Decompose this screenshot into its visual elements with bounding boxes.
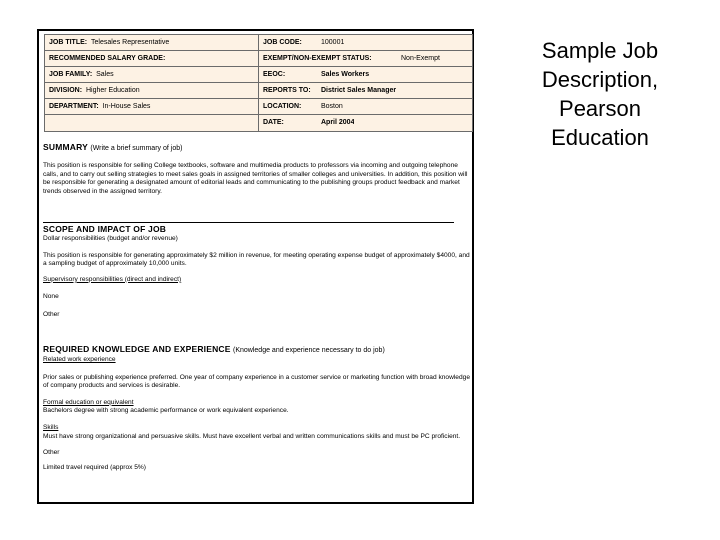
summary-section	[43, 142, 471, 196]
header-value: Sales	[96, 71, 114, 78]
dollar-heading: Dollar responsibilities (budget and/or revenue)	[43, 235, 178, 242]
header-cell-left	[49, 51, 255, 66]
dollar-text: This position is responsible for generating approximately $2 million in revenue, for meeting operating expense budget of approximately $4000, and a sampling budget of approximately 10,000 units.	[43, 251, 470, 268]
summary-heading	[43, 142, 471, 154]
caption-line: Sample Job	[541, 38, 659, 63]
header-cell-left	[49, 35, 255, 50]
caption-line: Pearson	[559, 96, 641, 121]
header-label: JOB FAMILY:	[49, 71, 93, 78]
header-row	[45, 51, 472, 67]
supervisory-heading: Supervisory responsibilities (direct and indirect)	[43, 275, 182, 283]
header-label: JOB TITLE:	[49, 39, 88, 46]
knowledge-other-text: Limited travel required (approx 5%)	[43, 463, 146, 471]
header-row	[45, 83, 472, 99]
knowledge-hint: (Knowledge and experience necessary to do job)	[233, 347, 385, 354]
header-value: Higher Education	[85, 87, 140, 94]
scope-title: SCOPE AND IMPACT OF JOB	[43, 224, 167, 234]
header-label: EXEMPT/NON-EXEMPT STATUS:	[263, 55, 372, 62]
work-heading: Related work experience	[43, 356, 116, 363]
job-description-document	[37, 29, 474, 504]
slide-caption	[500, 36, 700, 152]
education-text: Bachelors degree with strong academic performance or work equivalent experience.	[43, 407, 289, 415]
work-text: Prior sales or publishing experience preferred. One year of company experience in a customer service or marketing function with broad knowledge of company products and services is desirable.	[43, 373, 470, 390]
header-label: DIVISION:	[49, 87, 83, 94]
header-cell-right	[263, 35, 302, 50]
header-cell-right-value	[321, 35, 344, 50]
summary-hint: (Write a brief summary of job)	[90, 145, 183, 152]
header-value: April 2004	[321, 119, 355, 126]
scope-section	[43, 224, 471, 320]
knowledge-other-label: Other	[43, 449, 60, 457]
skills-heading: Skills	[43, 423, 59, 431]
header-value: Telesales Representative	[91, 39, 170, 46]
header-cell-left	[49, 83, 255, 98]
section-divider	[43, 222, 454, 223]
knowledge-section	[43, 344, 471, 472]
header-value: Sales Workers	[321, 71, 370, 78]
header-row	[45, 99, 472, 115]
caption-line: Description,	[541, 67, 659, 92]
job-header-table	[44, 34, 473, 132]
header-label: DEPARTMENT:	[49, 103, 99, 110]
header-cell-left	[49, 115, 255, 130]
scope-other-label: Other	[43, 310, 60, 318]
header-cell-right-value	[401, 51, 440, 66]
header-cell-right	[263, 99, 301, 114]
header-label: LOCATION:	[263, 103, 302, 110]
header-cell-right-value	[321, 115, 354, 130]
header-cell-right	[263, 67, 285, 82]
knowledge-heading	[43, 344, 471, 356]
header-cell-left	[49, 99, 255, 114]
header-value: Non-Exempt	[401, 55, 440, 62]
header-value: 100001	[321, 39, 345, 46]
header-cell-right	[263, 115, 284, 130]
supervisory-value: None	[43, 293, 59, 301]
header-row	[45, 115, 472, 132]
skills-text: Must have strong organizational and persuasive skills. Must have excellent verbal and written communications skills and must be PC proficient.	[43, 432, 461, 440]
header-value: District Sales Manager	[321, 87, 397, 94]
scope-heading	[43, 224, 471, 235]
header-value: Boston	[321, 103, 343, 110]
header-cell-right-value	[321, 83, 396, 98]
knowledge-title: REQUIRED KNOWLEDGE AND EXPERIENCE	[43, 344, 231, 354]
header-cell-left	[49, 67, 255, 82]
caption-line: Education	[551, 125, 649, 150]
header-label: RECOMMENDED SALARY GRADE:	[49, 55, 166, 62]
header-cell-right-value	[321, 99, 343, 114]
summary-text: This position is responsible for selling College textbooks, software and multimedia products to professors via incoming and outgoing telephone calls, and to carry out selling strategies to meet sales goals in assigned territories of smaller colleges and universities. In addition, this position will be responsible for generating a designated amount of editorial leads and communicating to the publishing groups product feedback and market trends observed in the assigned territory.	[43, 162, 468, 195]
education-heading: Formal education or equivalent	[43, 398, 134, 406]
header-label: DATE:	[263, 119, 284, 126]
header-row	[45, 67, 472, 83]
summary-title: SUMMARY	[43, 142, 88, 152]
header-label: JOB CODE:	[263, 39, 302, 46]
header-cell-right	[263, 51, 372, 66]
header-label: REPORTS TO:	[263, 87, 311, 94]
header-cell-right-value	[321, 67, 369, 82]
header-label: EEOC:	[263, 71, 286, 78]
header-cell-right	[263, 83, 311, 98]
header-value: In-House Sales	[102, 103, 151, 110]
header-row	[45, 35, 472, 51]
